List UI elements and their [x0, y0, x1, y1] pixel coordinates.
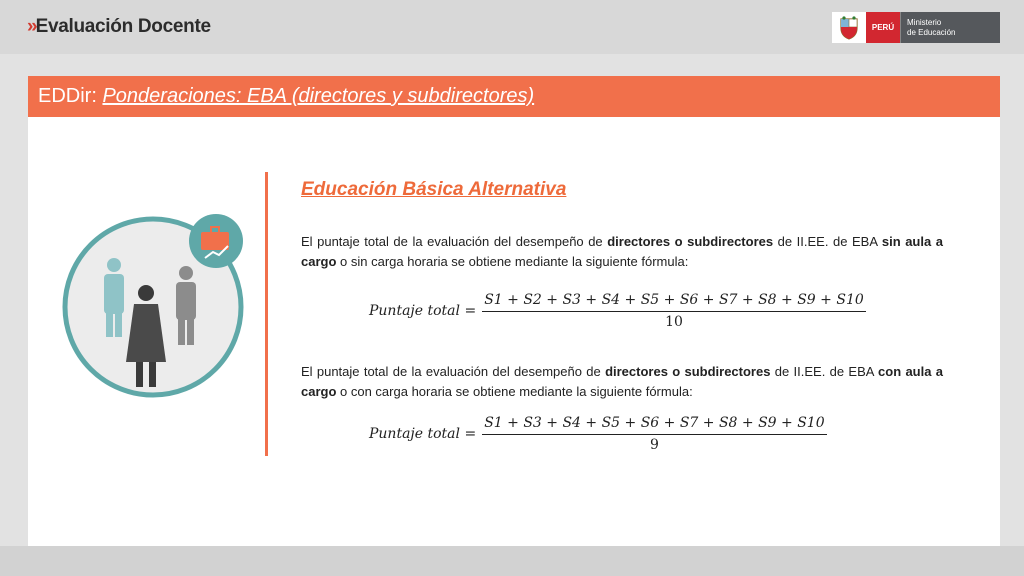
- ministry-name: [900, 12, 1000, 43]
- formula2-lhs: Puntaje total =: [369, 426, 477, 442]
- formula2-denominator: 9: [649, 437, 659, 453]
- paragraph-con-aula: [301, 362, 943, 402]
- section-heading: Educación Básica Alternativa: [301, 179, 567, 200]
- paragraph-sin-aula: [301, 232, 943, 272]
- p1-text2: de II.EE. de EBA: [773, 234, 882, 249]
- formula2-numerator: S1 + S3 + S4 + S5 + S6 + S7 + S8 + S9 + S10: [482, 415, 826, 435]
- formula2-fraction: [482, 415, 826, 453]
- formula-con-aula: [369, 415, 827, 453]
- p1-bold2: sin aula a cargo: [301, 234, 943, 269]
- divider-line: [265, 172, 268, 456]
- evaluacion-docente-logo: [27, 16, 211, 38]
- title-prefix: EDDir:: [38, 85, 103, 107]
- ministry-line1: Ministerio: [907, 18, 942, 27]
- logo-text: Evaluación Docente: [35, 16, 211, 37]
- footer-band: [0, 546, 1024, 576]
- formula-sin-aula: [369, 292, 866, 330]
- peru-badge: PERÚ: [866, 12, 900, 43]
- p1-text3: o sin carga horaria se obtiene mediante la siguiente fórmula:: [336, 254, 689, 269]
- directors-illustration: [58, 212, 248, 402]
- formula1-numerator: S1 + S2 + S3 + S4 + S5 + S6 + S7 + S8 + S9 + S10: [482, 292, 866, 312]
- p2-bold2: con aula a cargo: [301, 364, 944, 399]
- slide-title-bar: [28, 76, 1000, 117]
- logo-chevron: »: [27, 16, 35, 37]
- ministry-logo: [832, 12, 1000, 43]
- ministry-line2: de Educación: [907, 28, 956, 37]
- p2-text1: El puntaje total de la evaluación del desempeño de: [301, 364, 606, 379]
- formula1-fraction: [482, 292, 866, 330]
- coat-of-arms-icon: [832, 12, 866, 43]
- p1-bold1: directores o subdirectores: [607, 234, 774, 249]
- formula1-denominator: 10: [665, 314, 683, 330]
- p2-text3: o con carga horaria se obtiene mediante la siguiente fórmula:: [336, 384, 693, 399]
- p2-bold1: directores o subdirectores: [605, 364, 771, 379]
- slide-title: Ponderaciones: EBA (directores y subdirectores): [102, 85, 535, 107]
- formula1-lhs: Puntaje total =: [369, 303, 477, 319]
- p2-text2: de II.EE. de EBA: [770, 364, 879, 379]
- p1-text1: El puntaje total de la evaluación del desempeño de: [301, 234, 608, 249]
- slide-content: [28, 76, 1000, 546]
